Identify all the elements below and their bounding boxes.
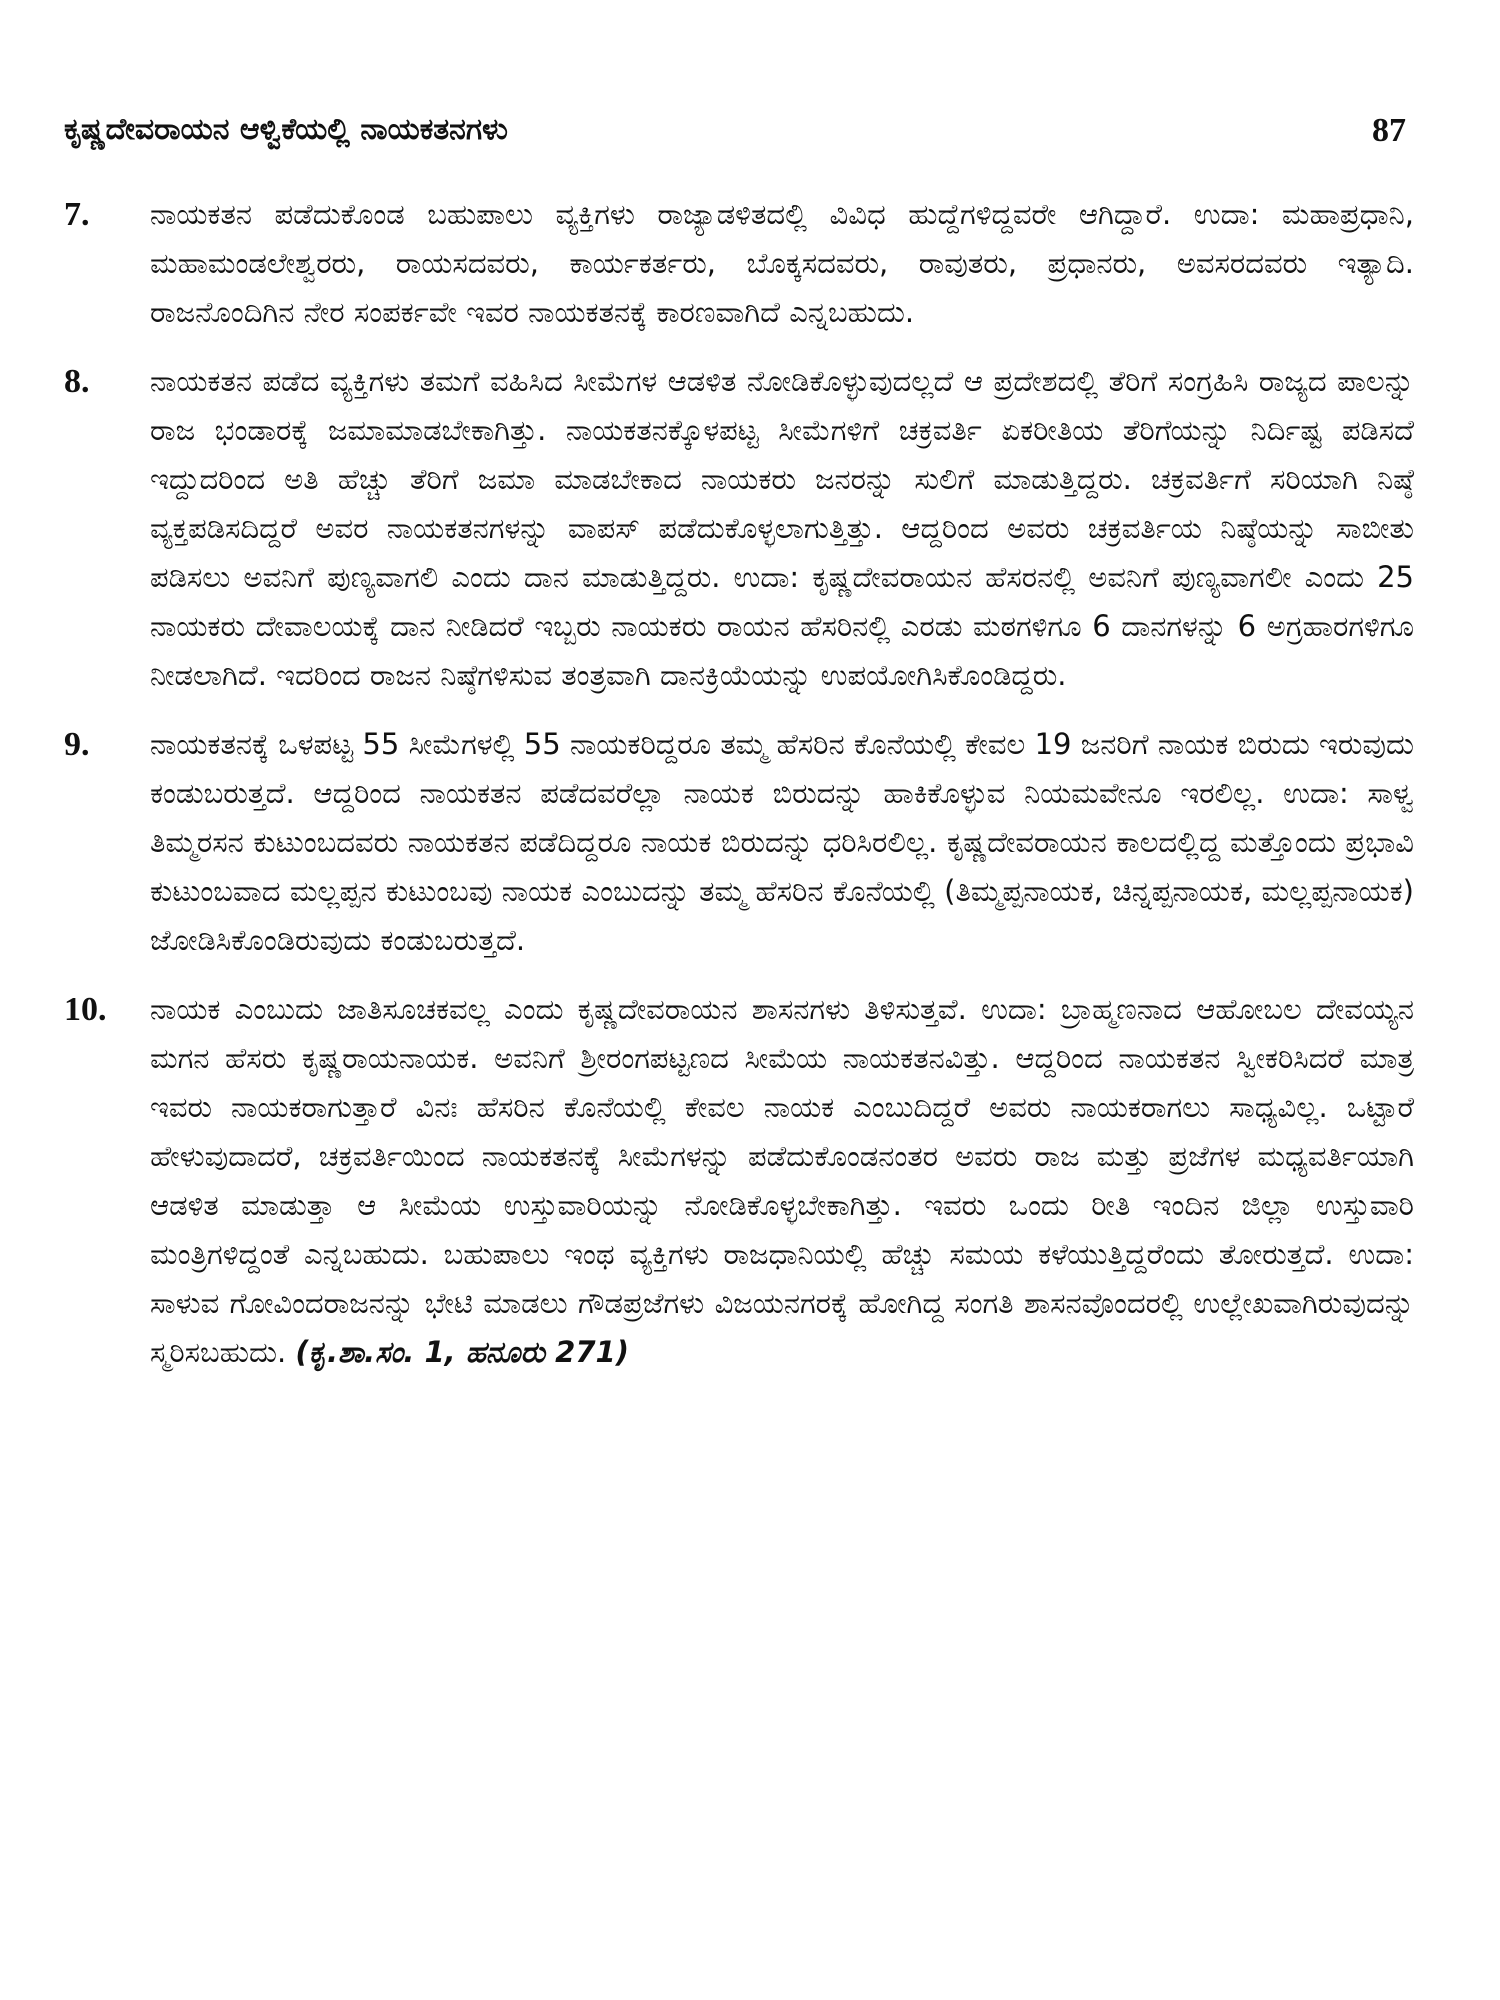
- item-number: 10.: [64, 991, 107, 1028]
- item-text: ನಾಯಕತನ ಪಡೆದುಕೊಂಡ ಬಹುಪಾಲು ವ್ಯಕ್ತಿಗಳು ರಾಜ್ಯಾಡಳಿತದಲ್ಲಿ ವಿವಿಧ ಹುದ್ದೆಗಳಿದ್ದವರೇ ಆಗಿದ್ದಾರೆ. ಉದಾ: ಮಹಾಪ್ರಧಾನಿ, ಮಹಾಮಂಡಲೇಶ್ವರರು, ರಾಯಸದವರು, ಕಾರ್ಯಕರ್ತರು, ಬೊಕ್ಕಸದವರು, ರಾವುತರು, ಪ್ರಧಾನರು, ಅವಸರದವರು ಇತ್ಯಾದಿ. ರಾಜನೊಂದಿಗಿನ ನೇರ ಸಂಪರ್ಕವೇ ಇವರ ನಾಯಕತನಕ್ಕೆ ಕಾರಣವಾಗಿದೆ ಎನ್ನಬಹುದು.: [150, 197, 1414, 329]
- item-text: [150, 985, 1414, 1377]
- citation-source: ಕೃ.ಶಾ.ಸಂ.: [308, 1335, 415, 1369]
- citation-rest: 1, ಹನೂರು 271): [414, 1335, 629, 1369]
- list-item-10: [64, 985, 1414, 1377]
- item-text: ನಾಯಕತನಕ್ಕೆ ಒಳಪಟ್ಟ 55 ಸೀಮೆಗಳಲ್ಲಿ 55 ನಾಯಕರಿದ್ದರೂ ತಮ್ಮ ಹೆಸರಿನ ಕೊನೆಯಲ್ಲಿ ಕೇವಲ 19 ಜನರಿಗೆ ನಾಯಕ ಬಿರುದು ಇರುವುದು ಕಂಡುಬರುತ್ತದೆ. ಆದ್ದರಿಂದ ನಾಯಕತನ ಪಡೆದವರೆಲ್ಲಾ ನಾಯಕ ಬಿರುದನ್ನು ಹಾಕಿಕೊಳ್ಳುವ ನಿಯಮವೇನೂ ಇರಲಿಲ್ಲ. ಉದಾ: ಸಾಳ್ವ ತಿಮ್ಮರಸನ ಕುಟುಂಬದವರು ನಾಯಕತನ ಪಡೆದಿದ್ದರೂ ನಾಯಕ ಬಿರುದನ್ನು ಧರಿಸಿರಲಿಲ್ಲ. ಕೃಷ್ಣದೇವರಾಯನ ಕಾಲದಲ್ಲಿದ್ದ ಮತ್ತೊಂದು ಪ್ರಭಾವಿ ಕುಟುಂಬವಾದ ಮಲ್ಲಪ್ಪನ ಕುಟುಂಬವು ನಾಯಕ ಎಂಬುದನ್ನು ತಮ್ಮ ಹೆಸರಿನ ಕೊನೆಯಲ್ಲಿ (ತಿಮ್ಮಪ್ಪನಾಯಕ, ಚಿನ್ನಪ್ಪನಾಯಕ, ಮಲ್ಲಪ್ಪನಾಯಕ) ಜೋಡಿಸಿಕೊಂಡಿರುವುದು ಕಂಡುಬರುತ್ತದೆ.: [150, 727, 1414, 957]
- running-header: [64, 112, 1406, 152]
- item-number: 8.: [64, 363, 90, 400]
- list-item-9: [64, 720, 1414, 965]
- list-item-7: [64, 190, 1414, 337]
- page-number: 87: [1372, 112, 1406, 149]
- running-title: ಕೃಷ್ಣದೇವರಾಯನ ಆಳ್ವಿಕೆಯಲ್ಲಿ ನಾಯಕತನಗಳು: [64, 112, 508, 147]
- item-number: 7.: [64, 196, 90, 233]
- item-number: 9.: [64, 726, 90, 763]
- list-item-8: [64, 357, 1414, 700]
- paragraph-body: ನಾಯಕ ಎಂಬುದು ಜಾತಿಸೂಚಕವಲ್ಲ ಎಂದು ಕೃಷ್ಣದೇವರಾಯನ ಶಾಸನಗಳು ತಿಳಿಸುತ್ತವೆ. ಉದಾ: ಬ್ರಾಹ್ಮಣನಾದ ಆಹೋಬಲ ದೇವಯ್ಯನ ಮಗನ ಹೆಸರು ಕೃಷ್ಣರಾಯನಾಯಕ. ಅವನಿಗೆ ಶ್ರೀರಂಗಪಟ್ಟಣದ ಸೀಮೆಯ ನಾಯಕತನವಿತ್ತು. ಆದ್ದರಿಂದ ನಾಯಕತನ ಸ್ವೀಕರಿಸಿದರೆ ಮಾತ್ರ ಇವರು ನಾಯಕರಾಗುತ್ತಾರೆ ವಿನಃ ಹೆಸರಿನ ಕೊನೆಯಲ್ಲಿ ಕೇವಲ ನಾಯಕ ಎಂಬುದಿದ್ದರೆ ಅವರು ನಾಯಕರಾಗಲು ಸಾಧ್ಯವಿಲ್ಲ. ಒಟ್ಟಾರೆ ಹೇಳುವುದಾದರೆ, ಚಕ್ರವರ್ತಿಯಿಂದ ನಾಯಕತನಕ್ಕೆ ಸೀಮೆಗಳನ್ನು ಪಡೆದುಕೊಂಡನಂತರ ಅವರು ರಾಜ ಮತ್ತು ಪ್ರಜೆಗಳ ಮಧ್ಯವರ್ತಿಯಾಗಿ ಆಡಳಿತ ಮಾಡುತ್ತಾ ಆ ಸೀಮೆಯ ಉಸ್ತುವಾರಿಯನ್ನು ನೋಡಿಕೊಳ್ಳಬೇಕಾಗಿತ್ತು. ಇವರು ಒಂದು ರೀತಿ ಇಂದಿನ ಜಿಲ್ಲಾ ಉಸ್ತುವಾರಿ ಮಂತ್ರಿಗಳಿದ್ದಂತೆ ಎನ್ನಬಹುದು. ಬಹುಪಾಲು ಇಂಥ ವ್ಯಕ್ತಿಗಳು ರಾಜಧಾನಿಯಲ್ಲಿ ಹೆಚ್ಚು ಸಮಯ ಕಳೆಯುತ್ತಿದ್ದರೆಂದು ತೋರುತ್ತದೆ. ಉದಾ: ಸಾಳುವ ಗೋವಿಂದರಾಜನನ್ನು ಭೇಟಿ ಮಾಡಲು ಗೌಡಪ್ರಜೆಗಳು ವಿಜಯನಗರಕ್ಕೆ ಹೋಗಿದ್ದ ಸಂಗತಿ ಶಾಸನವೊಂದರಲ್ಲಿ ಉಲ್ಲೇಖವಾಗಿರುವುದನ್ನು ಸ್ಮರಿಸಬಹುದು.: [150, 992, 1414, 1369]
- numbered-list: [64, 190, 1414, 1397]
- citation-open: (: [295, 1335, 309, 1369]
- item-text: ನಾಯಕತನ ಪಡೆದ ವ್ಯಕ್ತಿಗಳು ತಮಗೆ ವಹಿಸಿದ ಸೀಮೆಗಳ ಆಡಳಿತ ನೋಡಿಕೊಳ್ಳುವುದಲ್ಲದೆ ಆ ಪ್ರದೇಶದಲ್ಲಿ ತೆರಿಗೆ ಸಂಗ್ರಹಿಸಿ ರಾಜ್ಯದ ಪಾಲನ್ನು ರಾಜ ಭಂಡಾರಕ್ಕೆ ಜಮಾಮಾಡಬೇಕಾಗಿತ್ತು. ನಾಯಕತನಕ್ಕೊಳಪಟ್ಟ ಸೀಮೆಗಳಿಗೆ ಚಕ್ರವರ್ತಿ ಏಕರೀತಿಯ ತೆರಿಗೆಯನ್ನು ನಿರ್ದಿಷ್ಟ ಪಡಿಸದೆ ಇದ್ದುದರಿಂದ ಅತಿ ಹೆಚ್ಚು ತೆರಿಗೆ ಜಮಾ ಮಾಡಬೇಕಾದ ನಾಯಕರು ಜನರನ್ನು ಸುಲಿಗೆ ಮಾಡುತ್ತಿದ್ದರು. ಚಕ್ರವರ್ತಿಗೆ ಸರಿಯಾಗಿ ನಿಷ್ಠೆ ವ್ಯಕ್ತಪಡಿಸದಿದ್ದರೆ ಅವರ ನಾಯಕತನಗಳನ್ನು ವಾಪಸ್ ಪಡೆದುಕೊಳ್ಳಲಾಗುತ್ತಿತ್ತು. ಆದ್ದರಿಂದ ಅವರು ಚಕ್ರವರ್ತಿಯ ನಿಷ್ಠೆಯನ್ನು ಸಾಬೀತು ಪಡಿಸಲು ಅವನಿಗೆ ಪುಣ್ಯವಾಗಲಿ ಎಂದು ದಾನ ಮಾಡುತ್ತಿದ್ದರು. ಉದಾ: ಕೃಷ್ಣದೇವರಾಯನ ಹೆಸರನಲ್ಲಿ ಅವನಿಗೆ ಪುಣ್ಯವಾಗಲೀ ಎಂದು 25 ನಾಯಕರು ದೇವಾಲಯಕ್ಕೆ ದಾನ ನೀಡಿದರೆ ಇಬ್ಬರು ನಾಯಕರು ರಾಯನ ಹೆಸರಿನಲ್ಲಿ ಎರಡು ಮಠಗಳಿಗೂ 6 ದಾನಗಳನ್ನು 6 ಅಗ್ರಹಾರಗಳಿಗೂ ನೀಡಲಾಗಿದೆ. ಇದರಿಂದ ರಾಜನ ನಿಷ್ಠೆಗಳಿಸುವ ತಂತ್ರವಾಗಿ ದಾನಕ್ರಿಯೆಯನ್ನು ಉಪಯೋಗಿಸಿಕೊಂಡಿದ್ದರು.: [150, 364, 1414, 692]
